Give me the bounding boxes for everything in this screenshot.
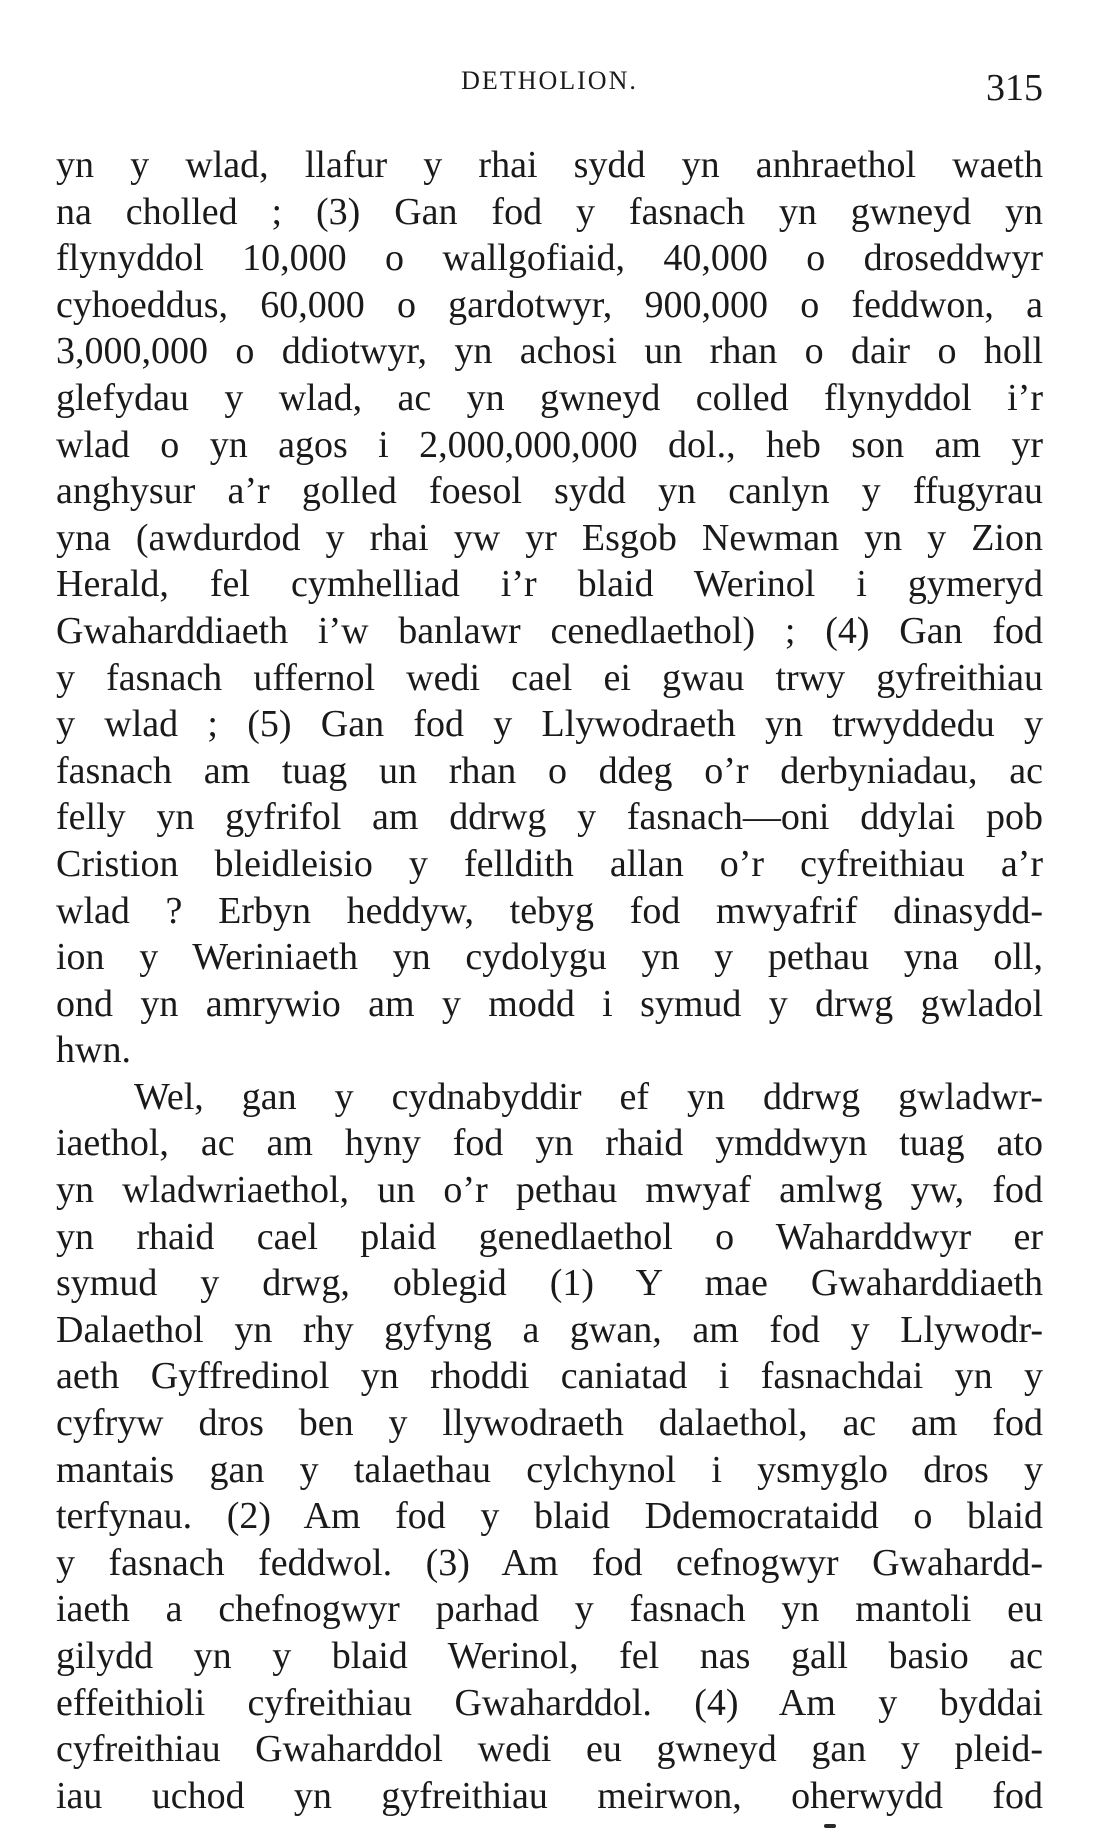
text-line: ion y Weriniaeth yn cydolygu yn y pethau yna oll, bbox=[56, 936, 1043, 979]
text-line: hwn. bbox=[56, 1029, 131, 1072]
text-line: iaethol, ac am hyny fod yn rhaid ymddwyn tuag ato bbox=[56, 1122, 1043, 1165]
text-line: symud y drwg, oblegid (1) Y mae Gwaharddiaeth bbox=[56, 1262, 1043, 1305]
text-line: y wlad ; (5) Gan fod y Llywodraeth yn trwyddedu y bbox=[56, 703, 1043, 746]
page-number: 315 bbox=[986, 67, 1043, 109]
text-line: iau uchod yn gyfreithiau meirwon, oherwydd fod bbox=[56, 1774, 1043, 1817]
text-line: na cholled ; (3) Gan fod y fasnach yn gwneyd yn bbox=[56, 190, 1043, 233]
text-line: terfynau. (2) Am fod y blaid Ddemocrataidd o blaid bbox=[56, 1495, 1043, 1538]
text-line: cyhoeddus, 60,000 o gardotwyr, 900,000 o feddwon, a bbox=[56, 283, 1043, 326]
text-line: flynyddol 10,000 o wallgofiaid, 40,000 o droseddwyr bbox=[56, 237, 1043, 280]
text-line: y fasnach feddwol. (3) Am fod cefnogwyr Gwahardd- bbox=[56, 1541, 1043, 1584]
text-line: glefydau y wlad, ac yn gwneyd colled flynyddol i’r bbox=[56, 376, 1043, 419]
text-line: gilydd yn y blaid Werinol, fel nas gall basio ac bbox=[56, 1635, 1043, 1677]
text-line: iaeth a chefnogwyr parhad y fasnach yn mantoli eu bbox=[56, 1588, 1043, 1631]
text-line: Cristion bleidleisio y felldith allan o’r cyfreithiau a’r bbox=[56, 842, 1043, 885]
text-line: Dalaethol yn rhy gyfyng a gwan, am fod y Llywodr- bbox=[56, 1308, 1043, 1351]
text-line: Herald, fel cymhelliad i’r blaid Werinol i gymeryd bbox=[56, 563, 1043, 606]
paragraph-2 bbox=[56, 1074, 1043, 1820]
text-line: Wel, gan y cydnabyddir ef yn ddrwg gwladwr- bbox=[134, 1075, 1043, 1118]
text-line: fasnach am tuag un rhan o ddeg o’r derbyniadau, ac bbox=[56, 749, 1043, 792]
running-head bbox=[56, 66, 1043, 114]
ink-speck bbox=[824, 1824, 836, 1828]
text-line: Gwaharddiaeth i’w banlawr cenedlaethol) ; (4) Gan fod bbox=[56, 609, 1043, 652]
text-line: mantais gan y talaethau cylchynol i ysmyglo dros y bbox=[56, 1448, 1043, 1491]
body-text bbox=[56, 142, 1043, 1819]
text-line: ond yn amrywio am y modd i symud y drwg gwladol bbox=[56, 982, 1043, 1025]
text-line: yn rhaid cael plaid genedlaethol o Waharddwyr er bbox=[56, 1215, 1043, 1258]
text-line: wlad ? Erbyn heddyw, tebyg fod mwyafrif dinasydd- bbox=[56, 889, 1043, 932]
text-line: yn y wlad, llafur y rhai sydd yn anhraethol waeth bbox=[56, 144, 1043, 186]
running-title: DETHOLION. bbox=[461, 66, 638, 95]
text-line: cyfryw dros ben y llywodraeth dalaethol, ac am fod bbox=[56, 1402, 1043, 1445]
text-line: effeithioli cyfreithiau Gwaharddol. (4) Am y byddai bbox=[56, 1681, 1043, 1724]
text-line: wlad o yn agos i 2,000,000,000 dol., heb son am yr bbox=[56, 423, 1043, 466]
text-line: cyfreithiau Gwaharddol wedi eu gwneyd gan y pleid- bbox=[56, 1728, 1043, 1771]
text-line: 3,000,000 o ddiotwyr, yn achosi un rhan o dair o holl bbox=[56, 330, 1043, 373]
text-line: y fasnach uffernol wedi cael ei gwau trwy gyfreithiau bbox=[56, 656, 1043, 699]
text-line: yn wladwriaethol, un o’r pethau mwyaf amlwg yw, fod bbox=[56, 1169, 1043, 1212]
text-line: aeth Gyffredinol yn rhoddi caniatad i fasnachdai yn y bbox=[56, 1355, 1043, 1398]
text-line: yna (awdurdod y rhai yw yr Esgob Newman yn y Zion bbox=[56, 516, 1043, 559]
text-line: anghysur a’r golled foesol sydd yn canlyn y ffugyrau bbox=[56, 470, 1043, 513]
text-line: felly yn gyfrifol am ddrwg y fasnach—oni ddylai pob bbox=[56, 796, 1043, 839]
paragraph-1 bbox=[56, 142, 1043, 1074]
